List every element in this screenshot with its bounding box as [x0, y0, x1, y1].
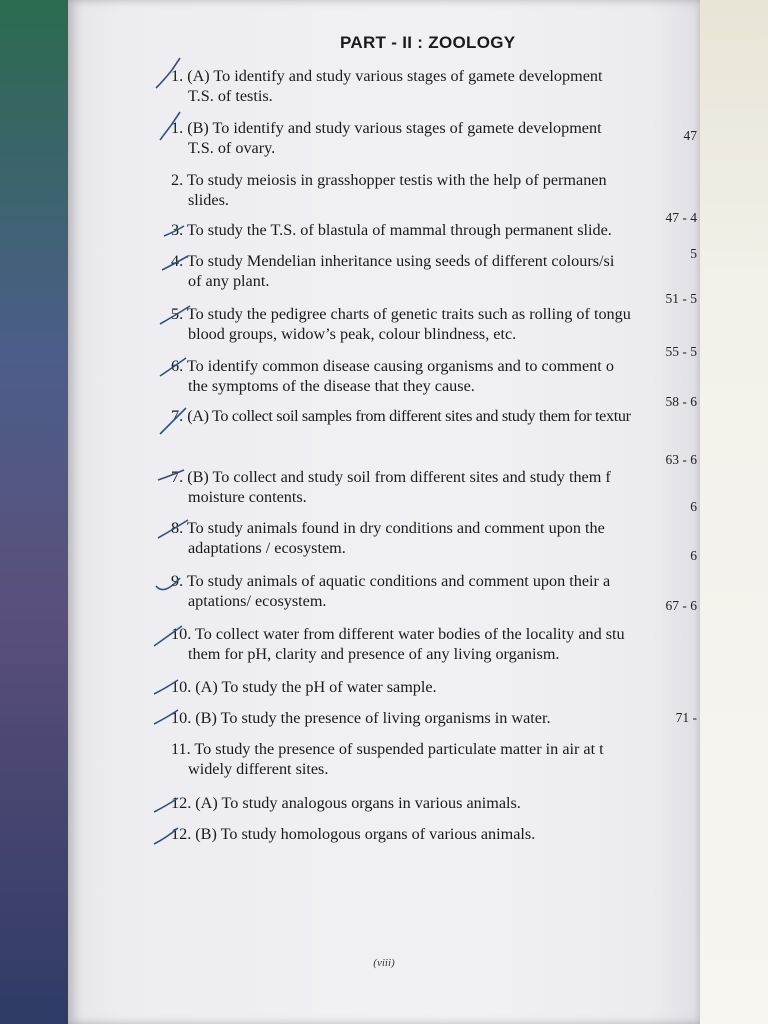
list-item-11: [171, 739, 699, 779]
item-page-ref: 51 - 5: [665, 291, 697, 306]
item-text-line2: adaptations / ecosystem.: [188, 539, 346, 557]
list-item-8: [171, 518, 699, 563]
item-page-ref: 71 -: [675, 710, 697, 725]
item-number: 2.: [171, 171, 184, 189]
list-item-2: [171, 170, 699, 225]
item-page-ref: 6: [690, 548, 697, 563]
page-title: [68, 33, 700, 53]
book-page: [68, 0, 700, 1024]
page-number: (viii): [373, 957, 395, 969]
item-number: 5.: [171, 305, 184, 323]
list-item-6: [171, 356, 699, 409]
item-text: To study the pedigree charts of genetic traits such as rolling of tongu: [186, 305, 631, 323]
item-number: 3.: [171, 221, 184, 239]
list-item-7b: [171, 467, 699, 514]
item-text: (B) To study the presence of living organisms in water.: [195, 709, 551, 727]
item-text-line2: widely different sites.: [188, 760, 329, 778]
list-item-7a: [171, 406, 699, 467]
item-page-ref: 5: [690, 246, 697, 261]
background-fabric-left: [0, 0, 74, 1024]
item-page-ref: 63 - 6: [665, 452, 697, 467]
list-item-4: [171, 251, 699, 306]
item-text: (B) To identify and study various stages of gamete development: [187, 119, 602, 137]
item-number: 10.: [171, 678, 192, 696]
item-page-ref: 67 - 6: [665, 598, 697, 613]
item-text-line2: them for pH, clarity and presence of any living organism.: [188, 645, 560, 663]
item-number: 12.: [171, 825, 192, 843]
item-text: To study meiosis in grasshopper testis with the help of permanen: [186, 171, 607, 189]
page-title-text: PART - II : ZOOLOGY: [340, 33, 516, 52]
item-text-line2: blood groups, widow’s peak, colour blindness, etc.: [188, 325, 517, 343]
item-text: To study animals of aquatic conditions and comment upon their a: [186, 572, 611, 590]
item-text-line2: T.S. of testis.: [188, 87, 273, 105]
item-text: (A) To study the pH of water sample.: [195, 678, 437, 696]
item-page-ref: 6: [690, 499, 697, 514]
item-page-ref: 55 - 5: [665, 344, 697, 359]
item-number: 10.: [171, 709, 192, 727]
item-text-line2: of any plant.: [188, 272, 270, 290]
item-page-ref: 58 - 6: [665, 394, 697, 409]
item-text: (A) To identify and study various stages of gamete development: [187, 67, 603, 85]
list-item-1a: [171, 66, 699, 106]
item-number: 12.: [171, 794, 192, 812]
item-text-line2: slides.: [188, 191, 229, 209]
item-text: To study Mendelian inheritance using seeds of different colours/si: [186, 252, 615, 270]
item-number: 1.: [171, 67, 184, 85]
list-item-10: [171, 624, 699, 664]
item-text: (B) To study homologous organs of various animals.: [195, 825, 536, 843]
item-text: (A) To collect soil samples from different sites and study them for textur: [187, 407, 631, 425]
item-page-ref: 47: [683, 128, 697, 143]
item-number: 4.: [171, 252, 184, 270]
item-text: To collect water from different water bodies of the locality and stu: [195, 625, 625, 643]
item-number: 10.: [171, 625, 192, 643]
item-number: 1.: [171, 119, 184, 137]
item-page-ref: 47 - 4: [665, 210, 697, 225]
item-text-line2: moisture contents.: [188, 488, 307, 506]
list-item-1b: [171, 118, 699, 158]
item-number: 9.: [171, 572, 184, 590]
item-text: To study animals found in dry conditions and comment upon the: [186, 519, 605, 537]
list-item-9: [171, 571, 699, 611]
item-text-line2: the symptoms of the disease that they cause.: [188, 377, 475, 395]
list-item-10b: [171, 708, 699, 728]
item-number: 7.: [171, 407, 184, 425]
item-text-line2: T.S. of ovary.: [188, 139, 276, 157]
item-text: To study the presence of suspended particulate matter in air at t: [194, 740, 604, 758]
item-number: 7.: [171, 468, 184, 486]
background-fabric-right: [696, 0, 768, 1024]
list-item-12b: [171, 824, 699, 844]
item-text: (B) To collect and study soil from different sites and study them f: [187, 468, 611, 486]
item-text: (A) To study analogous organs in various animals.: [195, 794, 521, 812]
list-item-5: [171, 304, 699, 359]
item-text: To identify common disease causing organisms and to comment o: [186, 357, 614, 375]
item-text-line2: aptations/ ecosystem.: [188, 592, 327, 610]
list-item-12a: [171, 793, 699, 813]
item-text: To study the T.S. of blastula of mammal through permanent slide.: [186, 221, 612, 239]
item-number: 6.: [171, 357, 184, 375]
list-item-10a: [171, 677, 699, 697]
item-number: 11.: [171, 740, 191, 758]
item-number: 8.: [171, 519, 184, 537]
